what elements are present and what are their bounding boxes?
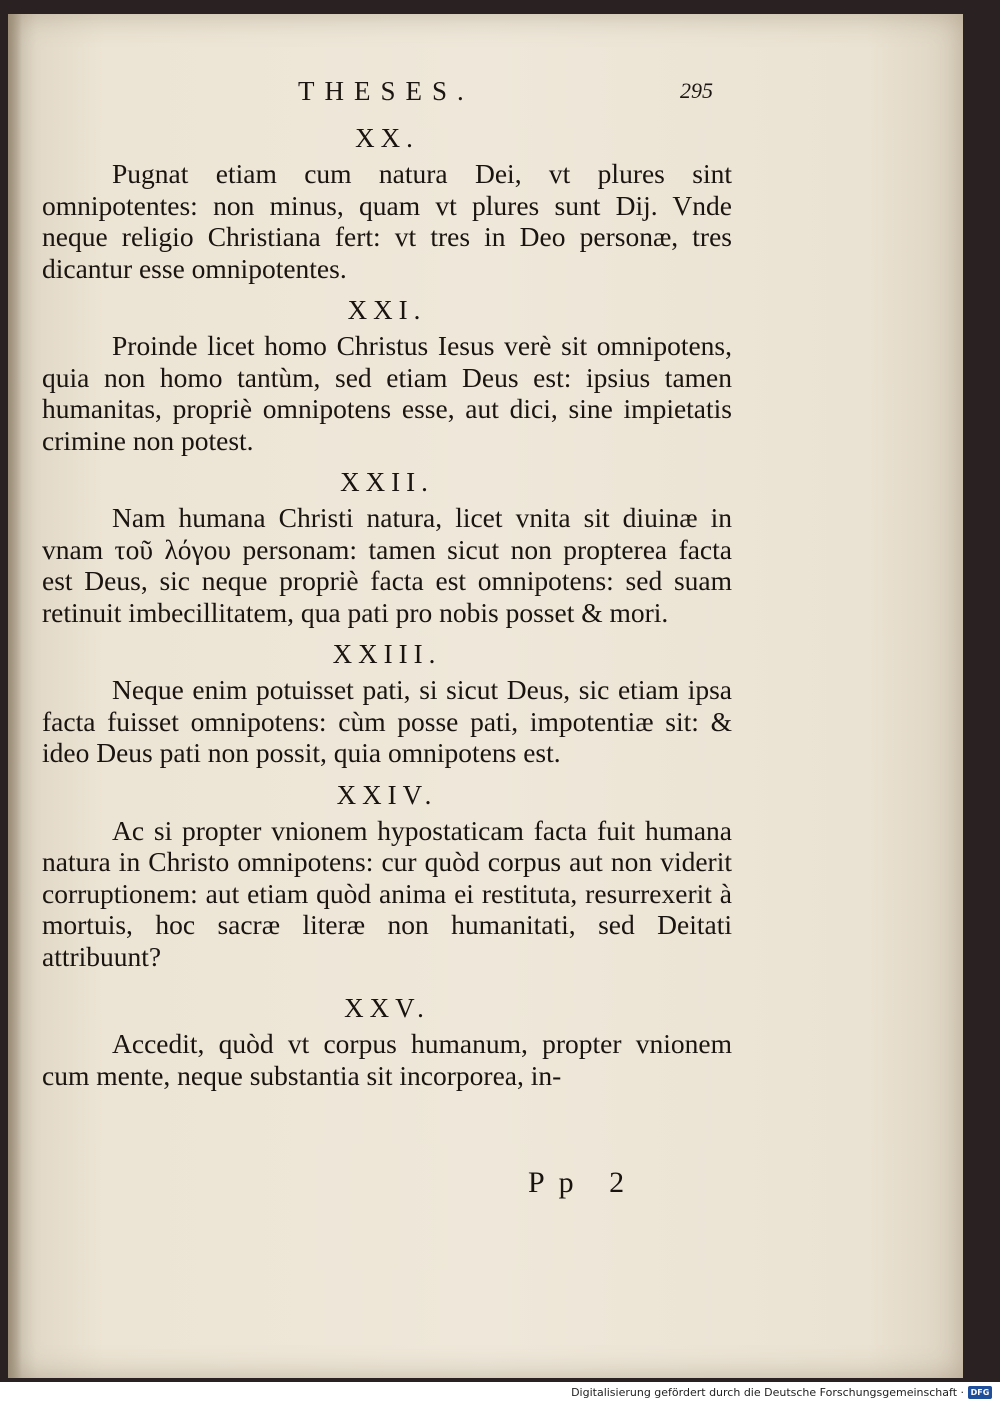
funding-credit: Digitalisierung gefördert durch die Deutsche Forschungsgemeinschaft · — [571, 1386, 964, 1399]
section-paragraph: Ac si propter vnionem hypostaticam facta fuit humana natura in Christo omnipotens: cur quòd corpus aut non viderit corruptionem: aut etiam quòd anima ei restituta, resurrexerit à mortuis, hoc sacræ literæ non humanitati, sed Deitati attribuunt? — [42, 814, 732, 972]
section-heading: XX. — [355, 123, 419, 153]
page-number: 295 — [680, 78, 713, 103]
section-heading: XXIII. — [332, 639, 442, 669]
body-text — [42, 118, 732, 1097]
section-heading: XXIV. — [336, 779, 438, 810]
section-heading: XXI. — [347, 295, 427, 325]
section-paragraph: Proinde licet homo Christus Iesus verè sit omnipotens, quia non homo tantùm, sed etiam Deus est: ipsius tamen humanitas, propriè omnipotens esse, aut dici, sine impietatis crimine non potest. — [42, 330, 732, 456]
thesis-section — [42, 290, 732, 456]
signature-mark: Pp 2 — [528, 1166, 639, 1199]
running-head: THESES. — [298, 76, 474, 106]
page-header — [8, 76, 963, 116]
thesis-section — [42, 988, 732, 1091]
book-page — [8, 14, 963, 1378]
section-heading: XXII. — [340, 467, 434, 497]
thesis-section — [42, 118, 732, 284]
section-paragraph: Pugnat etiam cum natura Dei, vt plures sint omnipotentes: non minus, quam vt plures sunt Dij. Vnde neque religio Christiana fert: vt tres in Deo personæ, tres dicantur esse omnipotentes. — [42, 158, 732, 284]
thesis-section — [42, 462, 732, 628]
section-paragraph: Nam humana Christi natura, licet vnita sit diuinæ in vnam τοῦ λόγου personam: tamen sicut non propterea facta est Deus, sic neque propriè facta est omnipotens: sed suam retinuit imbecillitatem, qua pati pro nobis posset & mori. — [42, 502, 732, 628]
digitization-footer — [0, 1382, 1000, 1405]
dfg-logo-icon[interactable]: DFG — [968, 1386, 992, 1399]
section-heading: XXV. — [344, 993, 430, 1023]
section-paragraph: Neque enim potuisset pati, si sicut Deus, sic etiam ipsa facta fuisset omnipotens: cùm posse pati, impotentiæ sit: & ideo Deus pati non possit, quia omnipotens est. — [42, 674, 732, 768]
thesis-section — [42, 634, 732, 769]
thesis-section — [42, 775, 732, 973]
section-paragraph: Accedit, quòd vt corpus humanum, propter vnionem cum mente, neque substantia sit incorporea, in- — [42, 1028, 732, 1091]
